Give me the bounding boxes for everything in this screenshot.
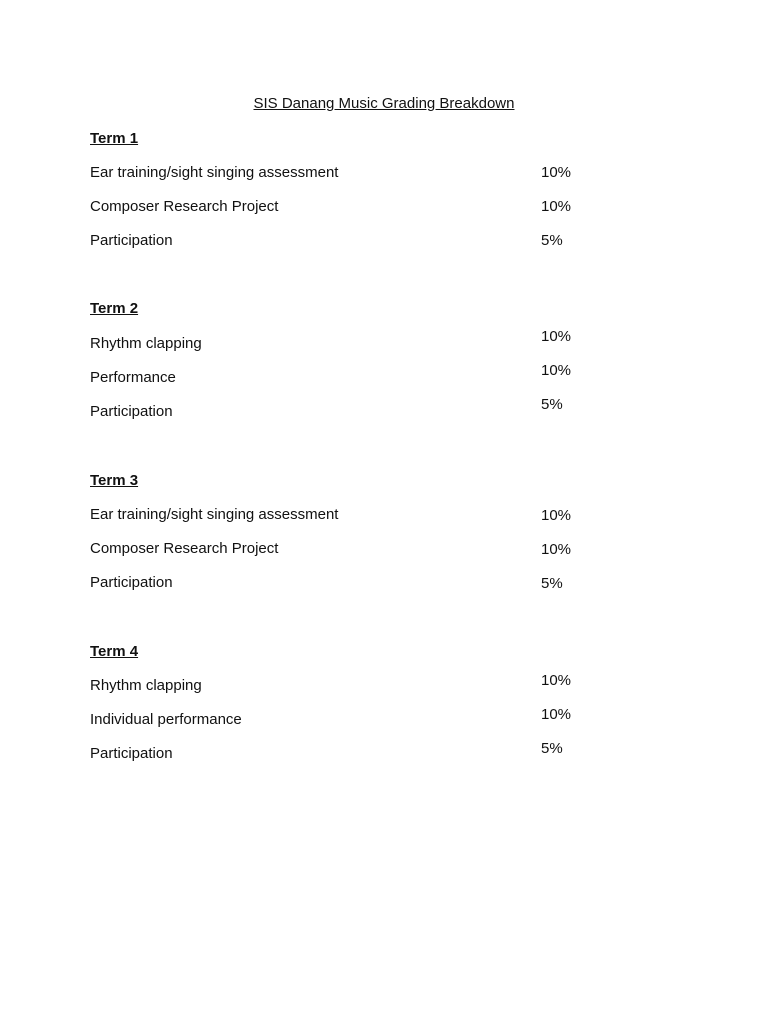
term-3-item-1-value: 10% <box>541 507 572 524</box>
term-4-item-2-label: Individual performance <box>90 711 242 728</box>
term-4-item-3-label: Participation <box>90 745 173 762</box>
term-1-item-2-label: Composer Research Project <box>90 198 279 215</box>
document-title: SIS Danang Music Grading Breakdown <box>253 95 515 112</box>
term-2-item-3-value: 5% <box>541 396 563 413</box>
term-3-item-2-label: Composer Research Project <box>90 540 279 557</box>
term-4-item-1-label: Rhythm clapping <box>90 677 202 694</box>
term-1-heading: Term 1 <box>90 130 139 147</box>
term-2-item-2-label: Performance <box>90 369 176 386</box>
term-4-heading: Term 4 <box>90 643 139 660</box>
term-2-item-2-value: 10% <box>541 362 572 379</box>
term-3-item-3-value: 5% <box>541 575 563 592</box>
term-1-item-3-value: 5% <box>541 232 563 249</box>
term-1-item-3-label: Participation <box>90 232 173 249</box>
term-1-item-1-label: Ear training/sight singing assessment <box>90 164 339 181</box>
term-3-item-2-value: 10% <box>541 541 572 558</box>
term-3-heading: Term 3 <box>90 472 139 489</box>
term-2-item-1-label: Rhythm clapping <box>90 335 202 352</box>
term-4-item-2-value: 10% <box>541 706 572 723</box>
term-2-heading: Term 2 <box>90 300 139 317</box>
term-1-item-1-value: 10% <box>541 164 572 181</box>
term-2-item-3-label: Participation <box>90 403 173 420</box>
term-3-item-3-label: Participation <box>90 574 173 591</box>
term-3-item-1-label: Ear training/sight singing assessment <box>90 506 339 523</box>
term-4-item-3-value: 5% <box>541 740 563 757</box>
term-4-item-1-value: 10% <box>541 672 572 689</box>
term-2-item-1-value: 10% <box>541 328 572 345</box>
term-1-item-2-value: 10% <box>541 198 572 215</box>
